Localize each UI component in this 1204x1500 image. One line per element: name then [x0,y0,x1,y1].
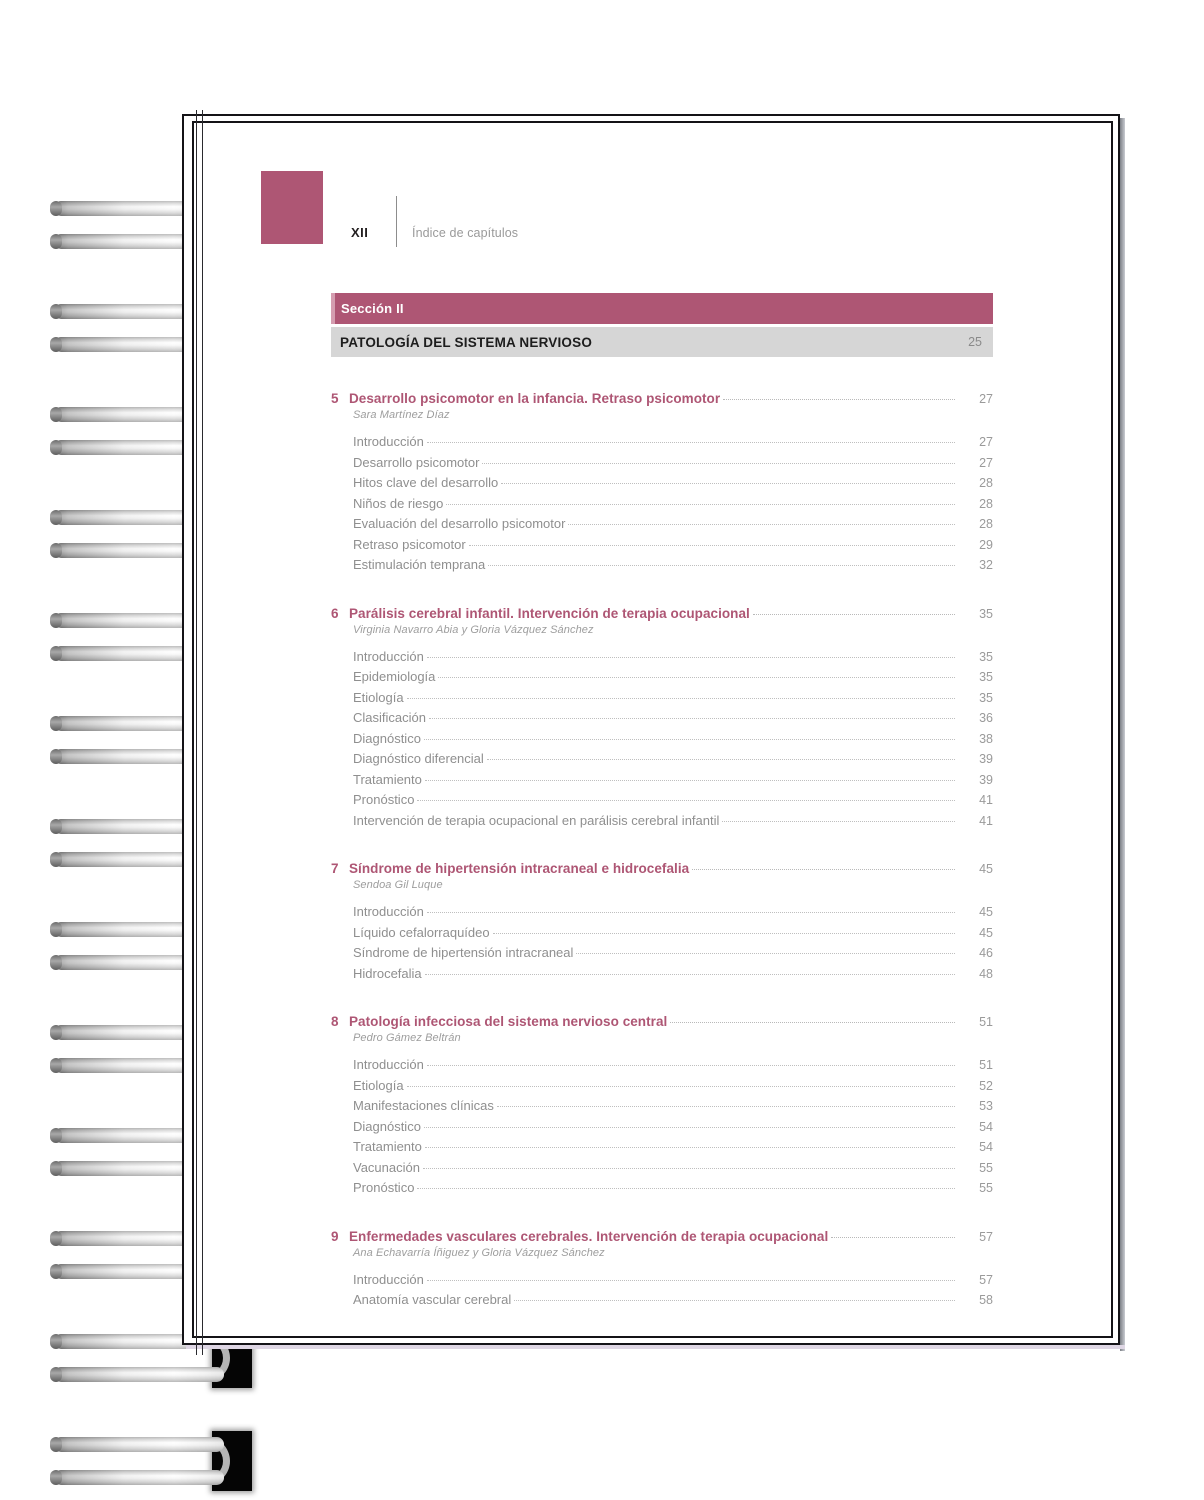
toc-entry-label: Niños de riesgo [353,495,444,511]
spiral-wire-end-top [50,1437,62,1452]
toc-entry-page-number: 45 [979,925,993,940]
toc-entry-page-number: 28 [979,517,993,531]
chapter-entry-list [353,434,993,578]
chapter-number: 5 [331,391,339,406]
spiral-wire-end-top [50,819,62,834]
toc-entry-label: Anatomía vascular cerebral [353,1292,512,1307]
section-page-number: 25 [968,335,982,349]
toc-entry[interactable] [353,1078,993,1099]
spiral-wire-end-bottom [50,1058,62,1073]
chapter-page-number: 57 [979,1229,993,1244]
toc-entry-page-number: 57 [979,1272,993,1287]
dot-leader [576,953,955,954]
spiral-wire-end-top [50,1334,62,1349]
toc-entry-page-number: 39 [979,772,993,787]
spiral-wire-end-bottom [50,337,62,352]
spiral-wire-end-top [50,1231,62,1246]
dot-leader [514,1300,955,1301]
chapter-entry-list [353,1057,993,1201]
toc-entry[interactable] [353,904,993,925]
toc-entry[interactable] [353,649,993,670]
header-divider-rule [396,196,397,247]
toc-entry[interactable] [353,1139,993,1160]
toc-entry-label: Pronóstico [353,1180,415,1195]
toc-entry-page-number: 29 [979,537,993,552]
toc-entry-label: Líquido cefalorraquídeo [353,924,490,940]
toc-entry-label: Pronóstico [353,792,415,807]
spiral-wire-bottom [54,1470,224,1485]
chapter-title-wrap [349,1229,993,1244]
dot-leader [831,1237,955,1238]
dot-leader [469,545,955,546]
spiral-wire-end-bottom [50,440,62,455]
dot-leader [753,614,955,615]
toc-entry-page-number: 53 [979,1099,993,1113]
chapter-title[interactable]: Síndrome de hipertensión intracraneal e hidrocefalia [349,861,690,876]
toc-entry-page-number: 52 [979,1078,993,1093]
chapter-page-number: 27 [979,392,993,406]
toc-entry[interactable] [353,925,993,946]
page-shadow-right [1120,118,1125,1351]
chapter-number: 9 [331,1228,339,1244]
chapter-page-number: 45 [979,862,993,876]
chapter-title[interactable]: Desarrollo psicomotor en la infancia. Retraso psicomotor [349,391,721,406]
spiral-wire-end-bottom [50,852,62,867]
chapter-authors: Ana Echavarría Íñiguez y Gloria Vázquez Sánchez [353,1246,605,1259]
chapter-list [331,391,993,1313]
dot-leader [427,1280,955,1281]
section-title-bar [331,327,993,357]
toc-entry[interactable] [353,434,993,455]
toc-entry[interactable] [353,966,993,987]
toc-entry-label: Introducción [353,648,424,664]
chapter-block [331,1229,993,1313]
dot-leader [407,1086,955,1087]
dot-leader [425,780,955,781]
toc-entry-label: Vacunación [353,1159,420,1175]
spiral-wire-end-bottom [50,646,62,661]
toc-entry[interactable] [353,496,993,517]
toc-entry[interactable] [353,772,993,793]
chapter-number: 8 [331,1014,339,1029]
toc-entry[interactable] [353,669,993,690]
toc-entry-page-number: 55 [979,1181,993,1195]
spiral-wire-end-bottom [50,749,62,764]
toc-entry-page-number: 36 [979,711,993,725]
toc-entry-label: Manifestaciones clínicas [353,1098,494,1113]
toc-entry[interactable] [353,475,993,496]
chapter-block [331,861,993,986]
spiral-wire-end-top [50,1128,62,1143]
chapter-entry-list [353,649,993,834]
table-of-contents [331,293,993,1313]
section-eyebrow-label: Sección II [341,301,404,316]
toc-entry-page-number: 51 [979,1058,993,1072]
chapter-heading-row[interactable] [331,1014,993,1029]
toc-entry-page-number: 48 [979,966,993,981]
toc-entry[interactable] [353,1272,993,1293]
chapter-authors: Virginia Navarro Abia y Gloria Vázquez Sánchez [353,623,594,636]
chapter-page-number: 51 [979,1015,993,1029]
toc-entry[interactable] [353,557,993,578]
dot-leader [429,718,955,719]
section-eyebrow-bar [331,293,993,324]
spiral-wire-end-top [50,613,62,628]
dot-leader [407,698,955,699]
toc-entry-page-number: 58 [979,1293,993,1307]
spiral-wire-end-bottom [50,1264,62,1279]
chapter-authors: Sendoa Gil Luque [353,879,443,891]
dot-leader [482,463,955,464]
chapter-authors: Sara Martínez Díaz [353,409,450,421]
chapter-title-wrap [349,1014,993,1029]
spiral-wire-top [54,1437,224,1452]
chapter-title-wrap [349,861,993,876]
chapter-title-wrap [349,606,993,621]
dot-leader [497,1106,955,1107]
spiral-wire-bottom [54,1367,224,1382]
dot-leader [568,524,955,525]
dot-leader [417,800,955,801]
toc-entry-page-number: 41 [979,793,993,807]
toc-entry-label: Clasificación [353,710,426,725]
chapter-title[interactable]: Enfermedades vasculares cerebrales. Intervención de terapia ocupacional [349,1228,829,1244]
toc-entry-page-number: 27 [979,435,993,449]
chapter-title[interactable]: Parálisis cerebral infantil. Intervención de terapia ocupacional [349,605,750,621]
spiral-wire-end-top [50,510,62,525]
toc-entry-page-number: 35 [979,690,993,705]
dot-leader [427,442,955,443]
toc-entry-page-number: 54 [979,1119,993,1134]
binding-spine-line-left [196,110,197,1355]
toc-entry-label: Epidemiología [353,669,436,684]
toc-entry[interactable] [353,1098,993,1119]
dot-leader [670,1022,955,1023]
toc-entry-label: Diagnóstico diferencial [353,751,484,766]
toc-entry-label: Etiología [353,1077,404,1093]
spiral-wire-end-top [50,1025,62,1040]
toc-entry-page-number: 45 [979,905,993,919]
toc-entry-page-number: 28 [979,496,993,511]
toc-entry-page-number: 39 [979,752,993,766]
dot-leader [417,1188,955,1189]
dot-leader [425,974,955,975]
spiral-wire-end-bottom [50,1470,62,1485]
toc-entry[interactable] [353,792,993,813]
chapter-heading-row[interactable] [331,391,993,406]
chapter-title-wrap [349,391,993,406]
toc-entry-label: Hitos clave del desarrollo [353,475,499,490]
toc-entry-page-number: 35 [979,649,993,664]
spiral-wire-end-bottom [50,1367,62,1382]
toc-entry-label: Diagnóstico [353,730,421,746]
spiral-wire-end-top [50,716,62,731]
toc-entry-page-number: 54 [979,1140,993,1154]
toc-entry[interactable] [353,1160,993,1181]
chapter-title[interactable]: Patología infecciosa del sistema nervioso central [349,1014,668,1029]
chapter-block [331,606,993,834]
toc-entry-label: Introducción [353,904,424,919]
dot-leader [487,759,955,760]
toc-entry[interactable] [353,813,993,834]
toc-entry-page-number: 28 [979,476,993,490]
spiral-wire-end-bottom [50,955,62,970]
chapter-heading-row[interactable] [331,1229,993,1244]
dot-leader [425,1147,955,1148]
toc-entry-label: Etiología [353,689,404,705]
toc-entry[interactable] [353,690,993,711]
dot-leader [501,483,955,484]
toc-entry-label: Intervención de terapia ocupacional en parálisis cerebral infantil [353,812,720,828]
toc-entry-label: Tratamiento [353,771,422,787]
spiral-wire-end-bottom [50,1161,62,1176]
toc-entry[interactable] [353,516,993,537]
dot-leader [488,565,955,566]
toc-entry-page-number: 35 [979,670,993,684]
chapter-entry-list [353,904,993,986]
toc-entry-label: Desarrollo psicomotor [353,454,480,470]
toc-entry-page-number: 32 [979,558,993,572]
toc-entry[interactable] [353,1292,993,1313]
spiral-wire-end-top [50,407,62,422]
toc-entry-label: Tratamiento [353,1139,422,1154]
spiral-wire-end-top [50,922,62,937]
toc-entry-label: Introducción [353,1271,424,1287]
folio-number: XII [351,225,369,240]
toc-entry[interactable] [353,537,993,558]
toc-entry-page-number: 27 [979,455,993,470]
dot-leader [493,933,955,934]
toc-entry-label: Hidrocefalia [353,965,422,981]
spiral-coil [0,1431,260,1493]
toc-entry-page-number: 46 [979,946,993,960]
toc-entry-label: Retraso psicomotor [353,536,466,552]
toc-entry-page-number: 41 [979,813,993,828]
dot-leader [423,1168,955,1169]
chapter-page-number: 35 [979,606,993,621]
dot-leader [438,677,955,678]
accent-square [261,171,323,244]
spiral-wire-end-top [50,304,62,319]
dot-leader [427,1065,955,1066]
spiral-wire-end-bottom [50,234,62,249]
toc-entry[interactable] [353,1119,993,1140]
dot-leader [427,912,955,913]
toc-entry-label: Evaluación del desarrollo psicomotor [353,516,566,531]
chapter-number: 6 [331,605,339,621]
section-title: PATOLOGÍA DEL SISTEMA NERVIOSO [340,334,593,350]
chapter-number: 7 [331,861,339,876]
toc-entry[interactable] [353,1180,993,1201]
toc-entry-page-number: 55 [979,1160,993,1175]
toc-entry[interactable] [353,731,993,752]
toc-entry[interactable] [353,945,993,966]
dot-leader [424,1127,955,1128]
chapter-heading-row[interactable] [331,861,993,876]
toc-entry-label: Síndrome de hipertensión intracraneal [353,945,574,960]
toc-entry-label: Diagnóstico [353,1118,421,1134]
dot-leader [692,869,955,870]
toc-entry-label: Introducción [353,434,424,449]
chapter-heading-row[interactable] [331,606,993,621]
dot-leader [427,657,955,658]
toc-entry-label: Introducción [353,1057,424,1072]
toc-entry[interactable] [353,751,993,772]
toc-entry-page-number: 38 [979,731,993,746]
toc-entry[interactable] [353,455,993,476]
page-shadow-bottom [186,1345,1125,1349]
toc-entry-label: Estimulación temprana [353,557,486,572]
spiral-wire-end-bottom [50,543,62,558]
header-label: Índice de capítulos [412,226,519,240]
dot-leader [446,504,955,505]
dot-leader [424,739,955,740]
toc-entry[interactable] [353,710,993,731]
chapter-block [331,1014,993,1201]
chapter-authors: Pedro Gámez Beltrán [353,1032,461,1044]
spiral-wire-end-top [50,201,62,216]
dot-leader [722,821,955,822]
chapter-block [331,391,993,578]
chapter-entry-list [353,1272,993,1313]
toc-entry[interactable] [353,1057,993,1078]
binding-spine-line-right [202,110,203,1355]
dot-leader [723,399,955,400]
